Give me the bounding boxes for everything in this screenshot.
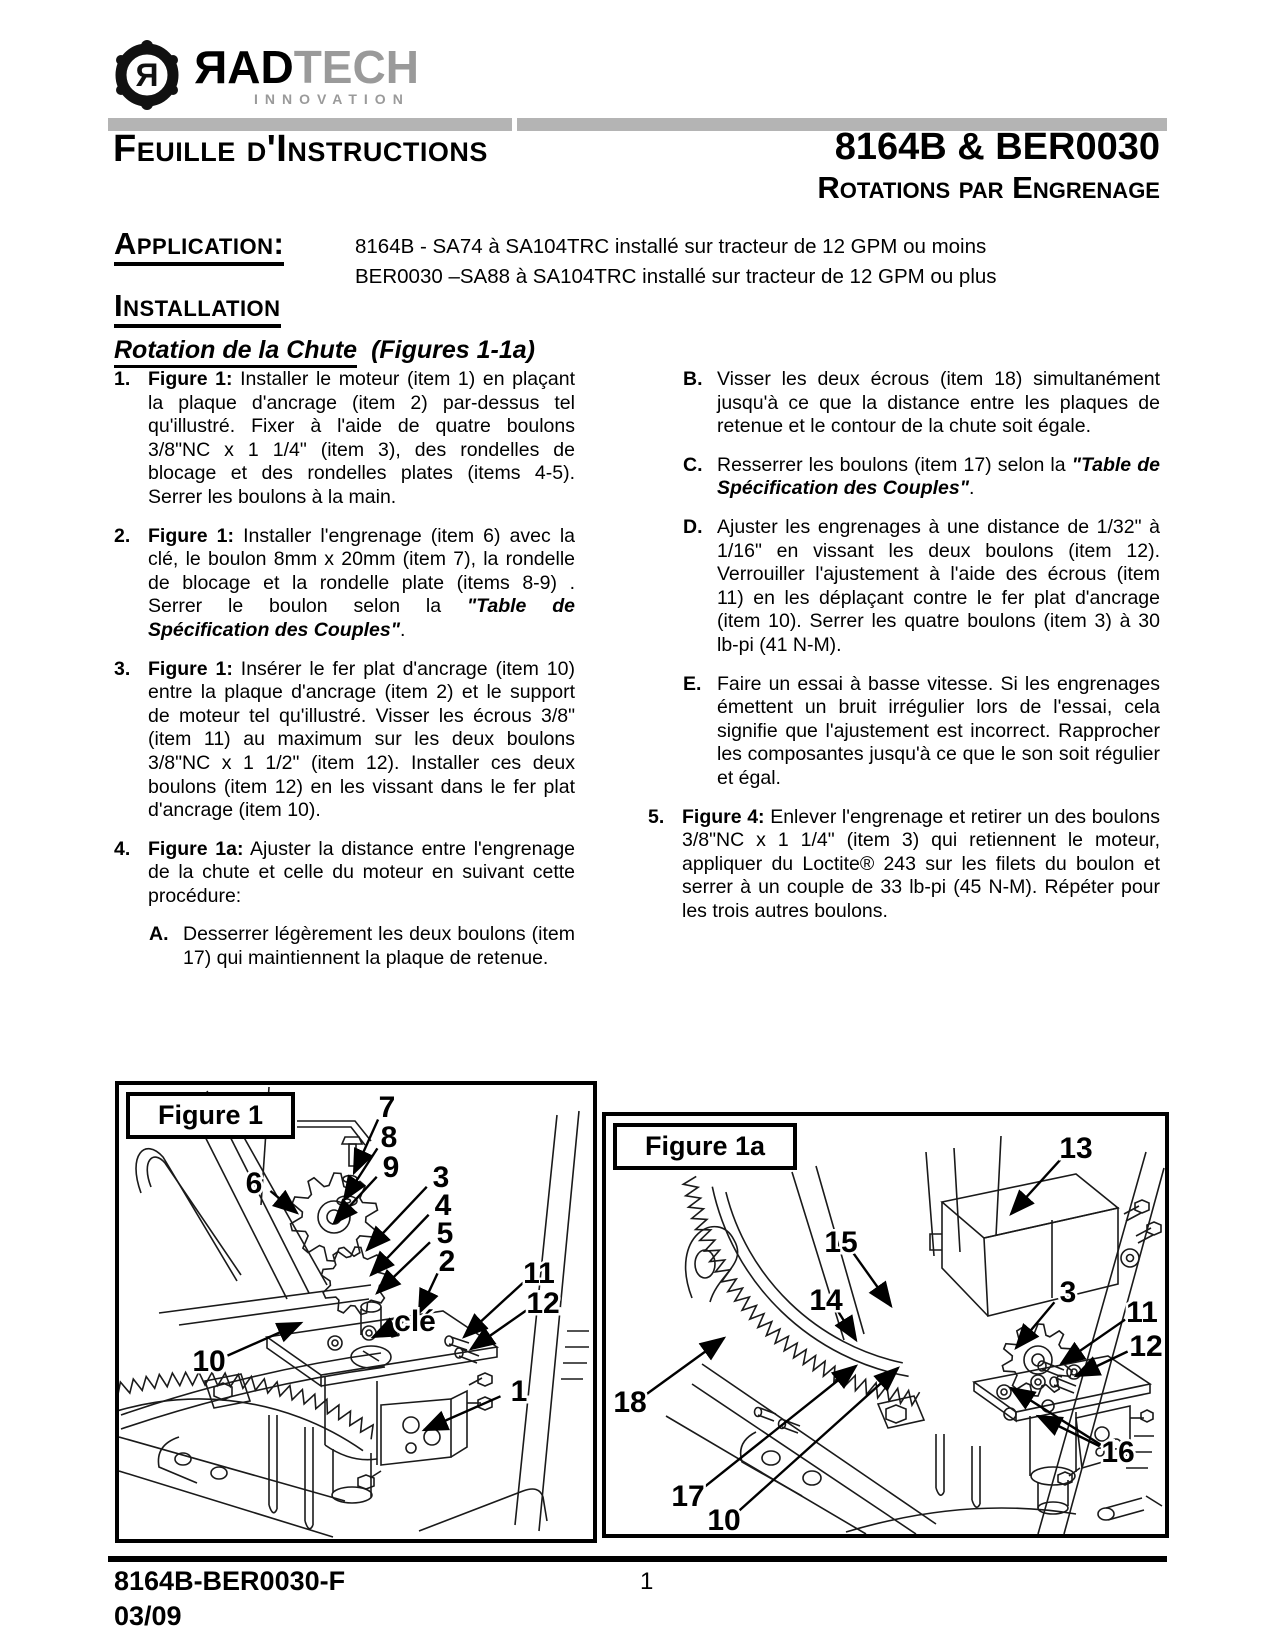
step-number: A.	[149, 923, 169, 946]
step-text: Desserrer légèrement les deux boulons (item 17) qui maintiennent la plaque de retenue.	[183, 923, 575, 970]
step-number: 4.	[114, 837, 131, 860]
fig1-static-art	[119, 1087, 589, 1537]
fig1-callout-12: 12	[526, 1287, 560, 1320]
step-text: Faire un essai à basse vitesse. Si les engrenages émettent un bruit irrégulier lors de l'essai, cela signifie que l'ajustement est incorrect. Rapprocher les composantes jusqu'à ce que le son soit régulier et égal.	[717, 672, 1160, 789]
figure-1	[115, 1081, 597, 1543]
fig1-callout-3: 3	[432, 1161, 450, 1194]
brand-innovation: INNOVATION	[254, 91, 410, 107]
step-text: Figure 4: Enlever l'engrenage et retirer un des boulons 3/8"NC x 1 1/4" (item 3) qui retiennent le moteur, appliquer du Loctite® 243 sur les filets du boulon et serrer à un couple de 33 lb-pi (45 N-M). Répéter pour les trois autres boulons.	[682, 805, 1160, 922]
svg-text:R: R	[135, 57, 159, 93]
step-number: E.	[683, 672, 702, 695]
step-text: Figure 1a: Ajuster la distance entre l'engrenage de la chute et celle du moteur en suivant cette procédure:	[148, 837, 576, 907]
footer-rule	[108, 1556, 1167, 1562]
step-text: Figure 1: Insérer le fer plat d'ancrage (item 10) entre la plaque d'ancrage (item 2) et le support de moteur tel qu'illustré. Visser les écrous 3/8" (item 11) au maximum sur les deux boulons 3/8"NC x 1 1/2" (item 12). Installer ces deux boulons (item 12) en les vissant dans le fer plat d'ancrage (item 10).	[148, 657, 575, 822]
footer-doc-code: 8164B-BER0030-F	[114, 1566, 346, 1596]
fig1a-callout-16: 16	[1101, 1436, 1135, 1469]
radtech-badge-icon	[112, 38, 182, 112]
brand-ad: AD	[227, 41, 294, 93]
brand-r: R	[194, 41, 228, 93]
figure-1a	[602, 1112, 1169, 1538]
section-title: Rotation de la Chute	[114, 336, 357, 368]
fig1a-callout-12: 12	[1129, 1330, 1163, 1363]
fig1-callout-7: 7	[378, 1091, 396, 1124]
figure-1a-drawing	[606, 1116, 1165, 1534]
fig1a-callout-13: 13	[1059, 1132, 1093, 1165]
right-step-5	[648, 806, 1160, 924]
right-step-E	[683, 673, 1160, 791]
fig1-callout-4: 4	[434, 1189, 452, 1222]
fig1a-callout-11: 11	[1126, 1296, 1158, 1329]
model-title: 8164B & BER0030	[834, 126, 1160, 168]
fig1-callout-5: 5	[436, 1217, 454, 1250]
left-step-A	[149, 923, 575, 970]
steps-column-right	[648, 368, 1160, 938]
application-line-1: 8164B - SA74 à SA104TRC installé sur tracteur de 12 GPM ou moins	[355, 235, 987, 258]
fig1a-callout-10: 10	[707, 1504, 741, 1534]
fig1-callout-1: 1	[510, 1375, 528, 1408]
step-number: 1.	[114, 368, 131, 390]
step-text: Figure 1: Installer le moteur (item 1) en plaçant la plaque d'ancrage (item 2) par-dessus tel qu'illustré. Fixer à l'aide de quatre boulons 3/8"NC x 1 1/4" (item 3), des rondelles de blocage et des rondelles plates (items 4-5). Serrer les boulons à la main.	[148, 368, 576, 508]
fig1-callout-11: 11	[523, 1257, 555, 1290]
fig1-callout-9: 9	[382, 1151, 400, 1184]
step-number: 5.	[648, 805, 665, 828]
fig1a-callout-18: 18	[613, 1386, 647, 1419]
installation-heading: Installation	[114, 288, 281, 324]
step-text: Ajuster les engrenages à une distance de 1/32" à 1/16" en vissant les deux boulons (item 12). Verrouiller l'ajustement à l'aide des écrous (item 11) en les déplaçant contre le fer plat d'ancrage (item 10). Serrer les quatre boulons (item 3) à 30 lb-pi (41 N-M).	[717, 515, 1160, 656]
fig1a-callout-15: 15	[824, 1226, 858, 1259]
section-heading	[114, 336, 535, 365]
figure-1-label: Figure 1	[126, 1092, 295, 1139]
fig1-callout-clé: clé	[394, 1305, 436, 1338]
left-step-3	[114, 658, 575, 823]
fig1a-callout-3: 3	[1059, 1276, 1077, 1309]
figure-1-drawing	[119, 1085, 593, 1539]
section-suffix: (Figures 1-1a)	[371, 336, 535, 364]
right-step-B	[683, 368, 1160, 439]
fig1-callouts	[192, 1091, 559, 1430]
step-number: 3.	[114, 657, 131, 680]
left-step-2	[114, 525, 575, 643]
application-line-2: BER0030 –SA88 à SA104TRC installé sur tracteur de 12 GPM ou plus	[355, 265, 997, 288]
step-number: 2.	[114, 524, 131, 547]
fig1a-callout-17: 17	[671, 1480, 705, 1513]
left-step-4	[114, 838, 575, 909]
application-lines	[355, 232, 997, 292]
fig1-callout-6: 6	[245, 1167, 263, 1200]
step-number: B.	[683, 368, 703, 390]
page-number: 1	[640, 1568, 654, 1595]
radtech-logo	[112, 38, 419, 112]
application-heading: Application:	[114, 226, 284, 262]
step-text: Figure 1: Installer l'engrenage (item 6) avec la clé, le boulon 8mm x 20mm (item 7), la rondelle de blocage et la rondelle plate (items 8-9) . Serrer le boulon selon la "Table de Spécification des Couples".	[148, 524, 576, 641]
step-number: D.	[683, 515, 703, 538]
left-step-1	[114, 368, 575, 510]
fig1-callout-2: 2	[438, 1245, 456, 1278]
figure-1a-label: Figure 1a	[613, 1123, 797, 1170]
model-subtitle: Rotations par Engrenage	[817, 170, 1160, 205]
step-number: C.	[683, 453, 703, 476]
fig1-callout-8: 8	[380, 1121, 398, 1154]
fig1-generated-gears	[119, 1173, 389, 1451]
page-title: Feuille d'Instructions	[113, 128, 488, 170]
footer-date: 03/09	[114, 1601, 182, 1631]
radtech-wordmark	[194, 41, 419, 107]
fig1a-callout-14: 14	[809, 1284, 843, 1317]
fig1a-static-art	[666, 1136, 1164, 1534]
right-step-C	[683, 454, 1160, 501]
steps-column-left	[114, 368, 575, 986]
step-text: Visser les deux écrous (item 18) simultanément jusqu'à ce que la distance entre les plaques de retenue et le contour de la chute soit égale.	[717, 368, 1160, 438]
step-text: Resserrer les boulons (item 17) selon la "Table de Spécification des Couples".	[717, 453, 1160, 500]
fig1-callout-10: 10	[192, 1345, 226, 1378]
brand-tech: TECH	[293, 41, 419, 93]
right-step-D	[683, 516, 1160, 658]
